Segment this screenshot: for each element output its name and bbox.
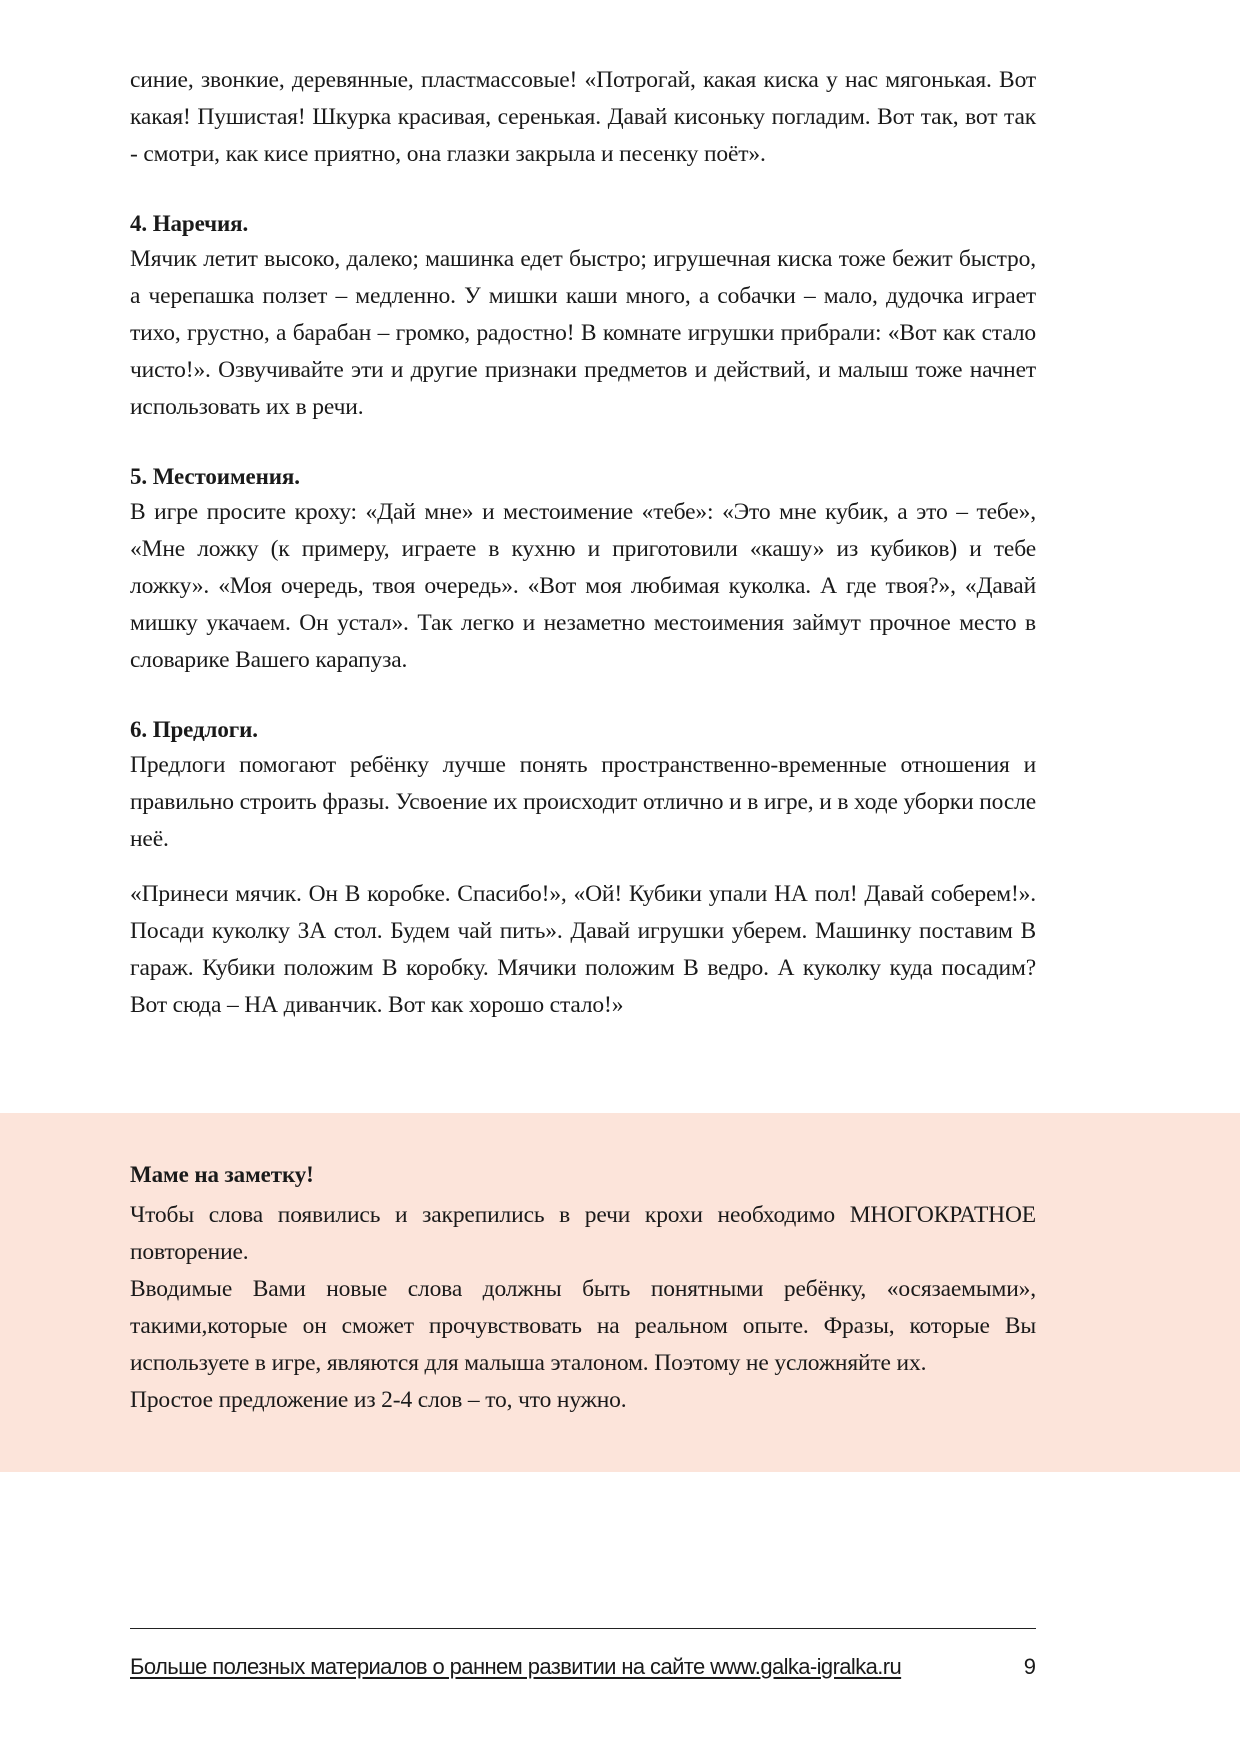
section-paragraph-pronouns: В игре просите кроху: «Дай мне» и местоимение «тебе»: «Это мне кубик, а это – тебе», «Мне ложку (к примеру, играете в кухню и приготовили «кашу» из кубиков) и тебе ложку». «Моя очередь, твоя очередь». «Вот моя любимая куколка. А где твоя?», «Давай мишку укачаем. Он устал». Так легко и незаметно местоимения займут прочное место в словарике Вашего карапуза. xyxy=(130,499,1036,673)
footer-site-link[interactable]: Больше полезных материалов о раннем развитии на сайте www.galka-igralka.ru xyxy=(130,1654,902,1679)
callout-paragraph-3: Простое предложение из 2-4 слов – то, что нужно. xyxy=(130,1387,627,1413)
callout-paragraph-2: Вводимые Вами новые слова должны быть понятными ребёнку, «осязаемыми», такими,которые он сможет прочувствовать на реальном опыте. Фразы, которые Вы используете в игре, являются для малыша эталоном. Поэтому не усложняйте их. xyxy=(130,1276,1036,1376)
section-paragraph-adverbs: Мячик летит высоко, далеко; машинка едет быстро; игрушечная киска тоже бежит быстро, а черепашка ползет – медленно. У мишки каши много, а собачки – мало, дудочка играет тихо, грустно, а барабан – громко, радостно! В комнате игрушки прибрали: «Вот как стало чисто!». Озвучивайте эти и другие признаки предметов и действий, и малыш тоже начнет использовать их в речи. xyxy=(130,246,1036,420)
callout-content xyxy=(130,1158,1036,1419)
callout-paragraph-1: Чтобы слова появились и закрепились в речи крохи необходимо МНОГОКРАТНОЕ повторение. xyxy=(130,1202,1036,1265)
footer-divider xyxy=(130,1628,1036,1629)
spacer xyxy=(130,173,1036,207)
spacer xyxy=(130,679,1036,713)
main-text-column xyxy=(130,62,1036,1024)
intro-paragraph: синие, звонкие, деревянные, пластмассовые! «Потрогай, какая киска у нас мягонькая. Вот какая! Пушистая! Шкурка красивая, серенькая. Давай кисоньку погладим. Вот так, вот так - смотри, как кисе приятно, она глазки закрыла и песенку поёт». xyxy=(130,67,1036,167)
section-paragraph-prepositions-2: «Принеси мячик. Он В коробке. Спасибо!», «Ой! Кубики упали НА пол! Давай соберем!». Посади куколку ЗА стол. Будем чай пить». Давай игрушки уберем. Машинку поставим В гараж. Кубики положим В коробку. Мячики положим В ведро. А куколку куда посадим? Вот сюда – НА диванчик. Вот как хорошо стало!» xyxy=(130,881,1036,1018)
section-heading-prepositions: 6. Предлоги. xyxy=(130,717,258,742)
section-paragraph-prepositions-1: Предлоги помогают ребёнку лучше понять пространственно-временные отношения и правильно строить фразы. Усвоение их происходит отлично и в игре, и в ходе уборки после неё. xyxy=(130,752,1036,852)
spacer xyxy=(130,858,1036,876)
section-heading-pronouns: 5. Местоимения. xyxy=(130,464,300,489)
spacer xyxy=(130,426,1036,460)
callout-heading: Маме на заметку! xyxy=(130,1162,314,1187)
page-number: 9 xyxy=(1023,1654,1036,1679)
section-heading-adverbs: 4. Наречия. xyxy=(130,211,249,236)
